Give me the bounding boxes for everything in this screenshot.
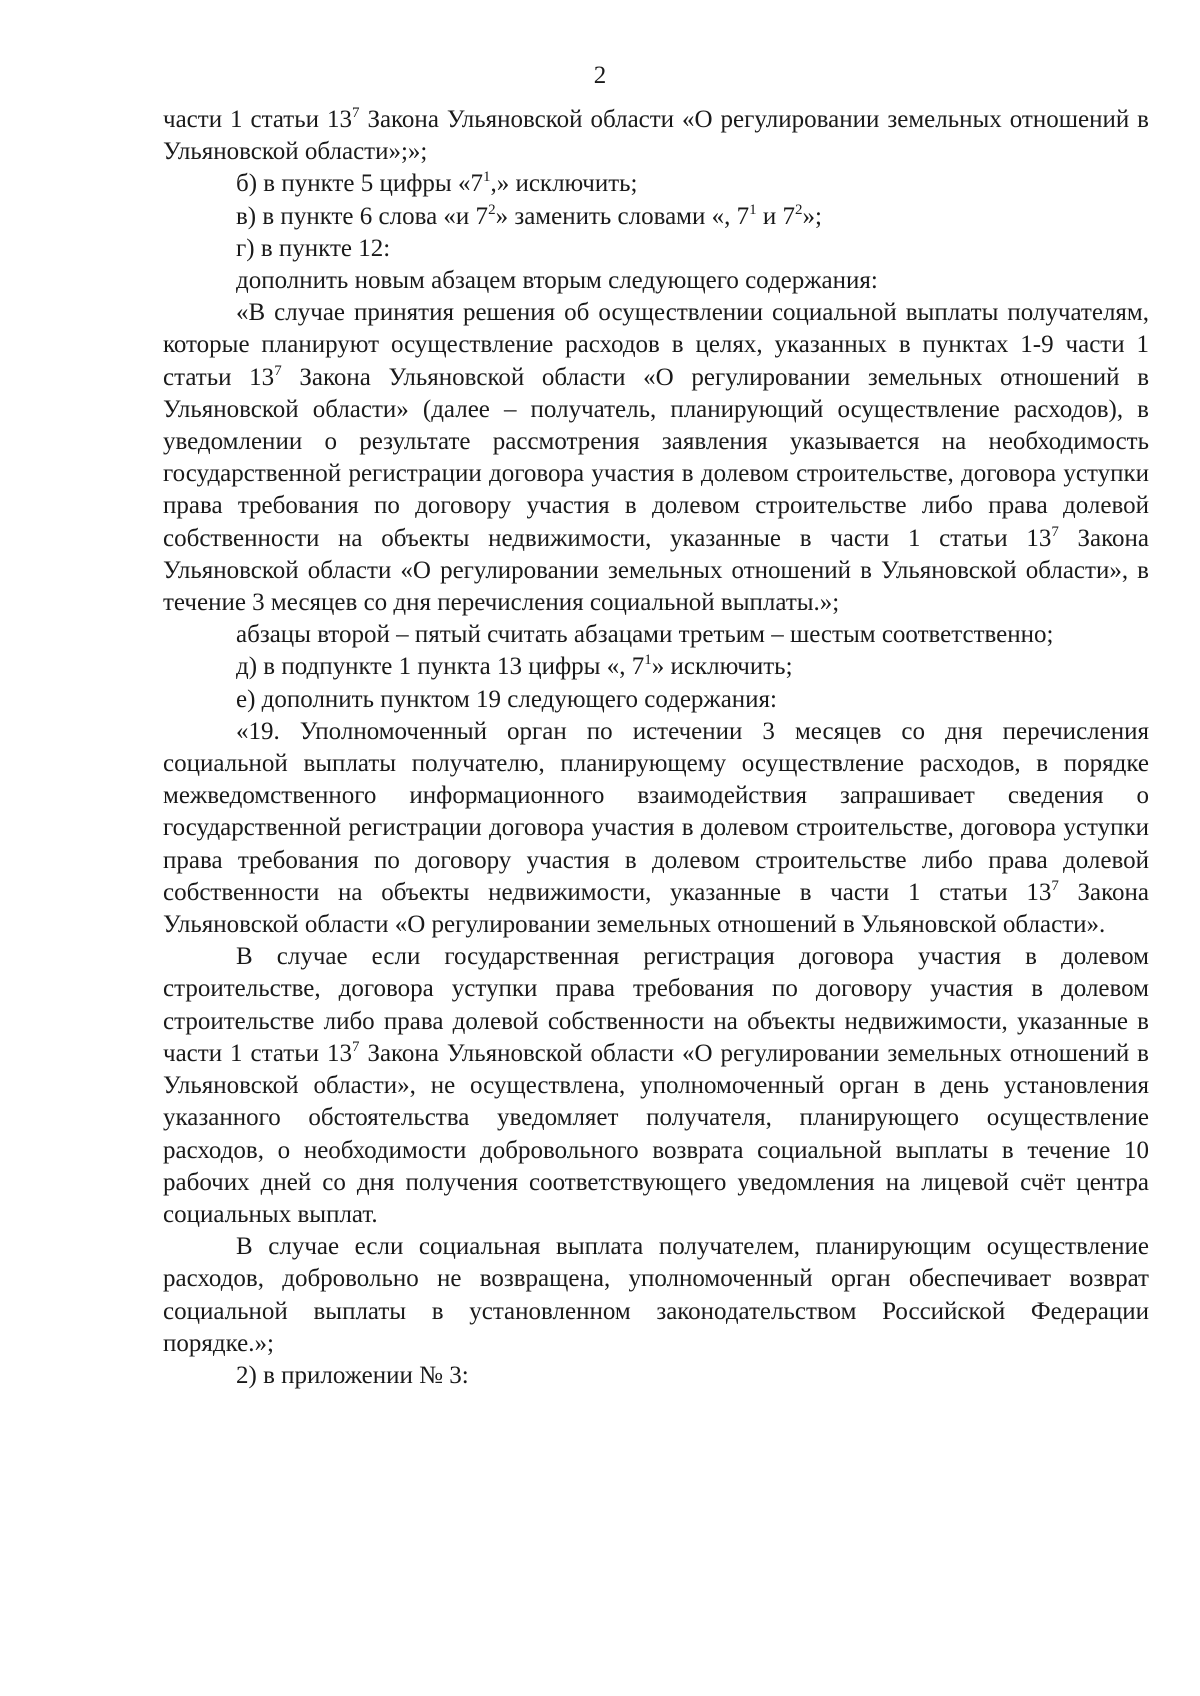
text-run: дополнить новым абзацем вторым следующего содержания: [236,267,878,295]
text-run: части 1 статьи 13 [163,106,352,133]
superscript: 7 [274,362,282,379]
text-run: Закона Ульяновской области «О регулировании земельных отношений в Ульяновской области»;»; [163,106,1149,166]
text-run: г) в пункте 12: [236,234,391,262]
page-number: 2 [593,62,607,89]
text-run: В случае если государственная регистрация договора участия в долевом строительстве, договора уступки права требования по договору участия в долевом строительстве либо права долевой собственности на объекты недвижимости, указанные в части 1 статьи 13 [163,943,1149,1067]
text-run: »; [802,202,822,230]
text-run: Закона Ульяновской области «О регулировании земельных отношений в Ульяновской области», не осуществлена, уполномоченный орган в день установления указанного обстоятельства уведомляет получателя, планирующего осуществление расходов, о необходимости добровольного возврата социальной выплаты в течение 10 рабочих дней со дня получения соответствующего уведомления на лицевой счёт центра социальных выплат. [163,1039,1149,1228]
paragraph [163,651,1149,683]
text-run: д) в подпункте 1 пункта 13 цифры «, 7 [236,653,645,681]
superscript: 2 [795,201,803,218]
text-run: 2) в приложении № 3: [236,1361,469,1389]
superscript: 2 [488,201,496,218]
paragraph [163,1360,1149,1392]
text-run: » заменить словами «, 7 [495,202,750,230]
text-run: Закона Ульяновской области «О регулировании земельных отношений в Ульяновской области». [163,878,1149,939]
paragraph [163,265,1149,297]
text-run: и 7 [756,202,796,230]
paragraph [163,1231,1149,1360]
text-run: е) дополнить пунктом 19 следующего содержания: [236,685,777,713]
paragraph [163,201,1149,233]
text-run: «19. Уполномоченный орган по истечении 3 месяцев со дня перечисления социальной выплаты получателю, планирующему осуществление расходов, в порядке межведомственного информационного взаимодействия запрашивает сведения о государственной регистрации договора участия в долевом строительстве, договора уступки права требования по договору участия в долевом строительстве либо права долевой собственности на объекты недвижимости, указанные в части 1 статьи 13 [163,717,1149,906]
paragraph [163,941,1149,1231]
superscript: 7 [1051,877,1059,894]
text-run: » исключить; [651,653,793,681]
superscript: 1 [482,169,491,186]
paragraph [163,619,1149,651]
text-run: В случае если социальная выплата получателем, планирующим осуществление расходов, добровольно не возвращена, уполномоченный орган обеспечивает возврат социальной выплаты в установленном законодательством Российской Федерации порядке.»; [163,1233,1149,1357]
text-run: Закона Ульяновской области «О регулировании земельных отношений в Ульяновской области», в течение 3 месяцев со дня перечисления социальной выплаты.»; [163,524,1149,617]
text-run: абзацы второй – пятый считать абзацами третьим – шестым соответственно; [236,621,1054,649]
paragraph [163,297,1149,619]
paragraph [163,168,1149,200]
text-run: ,» исключить; [490,170,638,198]
text-run: в) в пункте 6 слова «и 7 [236,202,489,230]
superscript: 1 [644,652,652,669]
paragraph [163,716,1149,941]
paragraph [163,684,1149,716]
superscript: 7 [351,105,360,121]
superscript: 1 [749,201,757,218]
document-body [163,104,1149,1392]
text-run: «В случае принятия решения об осуществлении социальной выплаты получателям, которые планируют осуществление расходов в целях, указанных в пунктах 1-9 части 1 статьи 13 [163,299,1149,391]
superscript: 7 [1051,523,1059,540]
text-run: Закона Ульяновской области «О регулировании земельных отношений в Ульяновской области» (далее – получатель, планирующий осуществление расходов), в уведомлении о результате рассмотрения заявления указывается на необходимость государственной регистрации договора участия в долевом строительстве, договора уступки права требования по договору участия в долевом строительстве либо права долевой собственности на объекты недвижимости, указанные в части 1 статьи 13 [163,363,1149,552]
paragraph [163,104,1149,168]
paragraph [163,233,1149,265]
text-run: б) в пункте 5 цифры «7 [236,170,483,198]
superscript: 7 [351,1038,360,1055]
